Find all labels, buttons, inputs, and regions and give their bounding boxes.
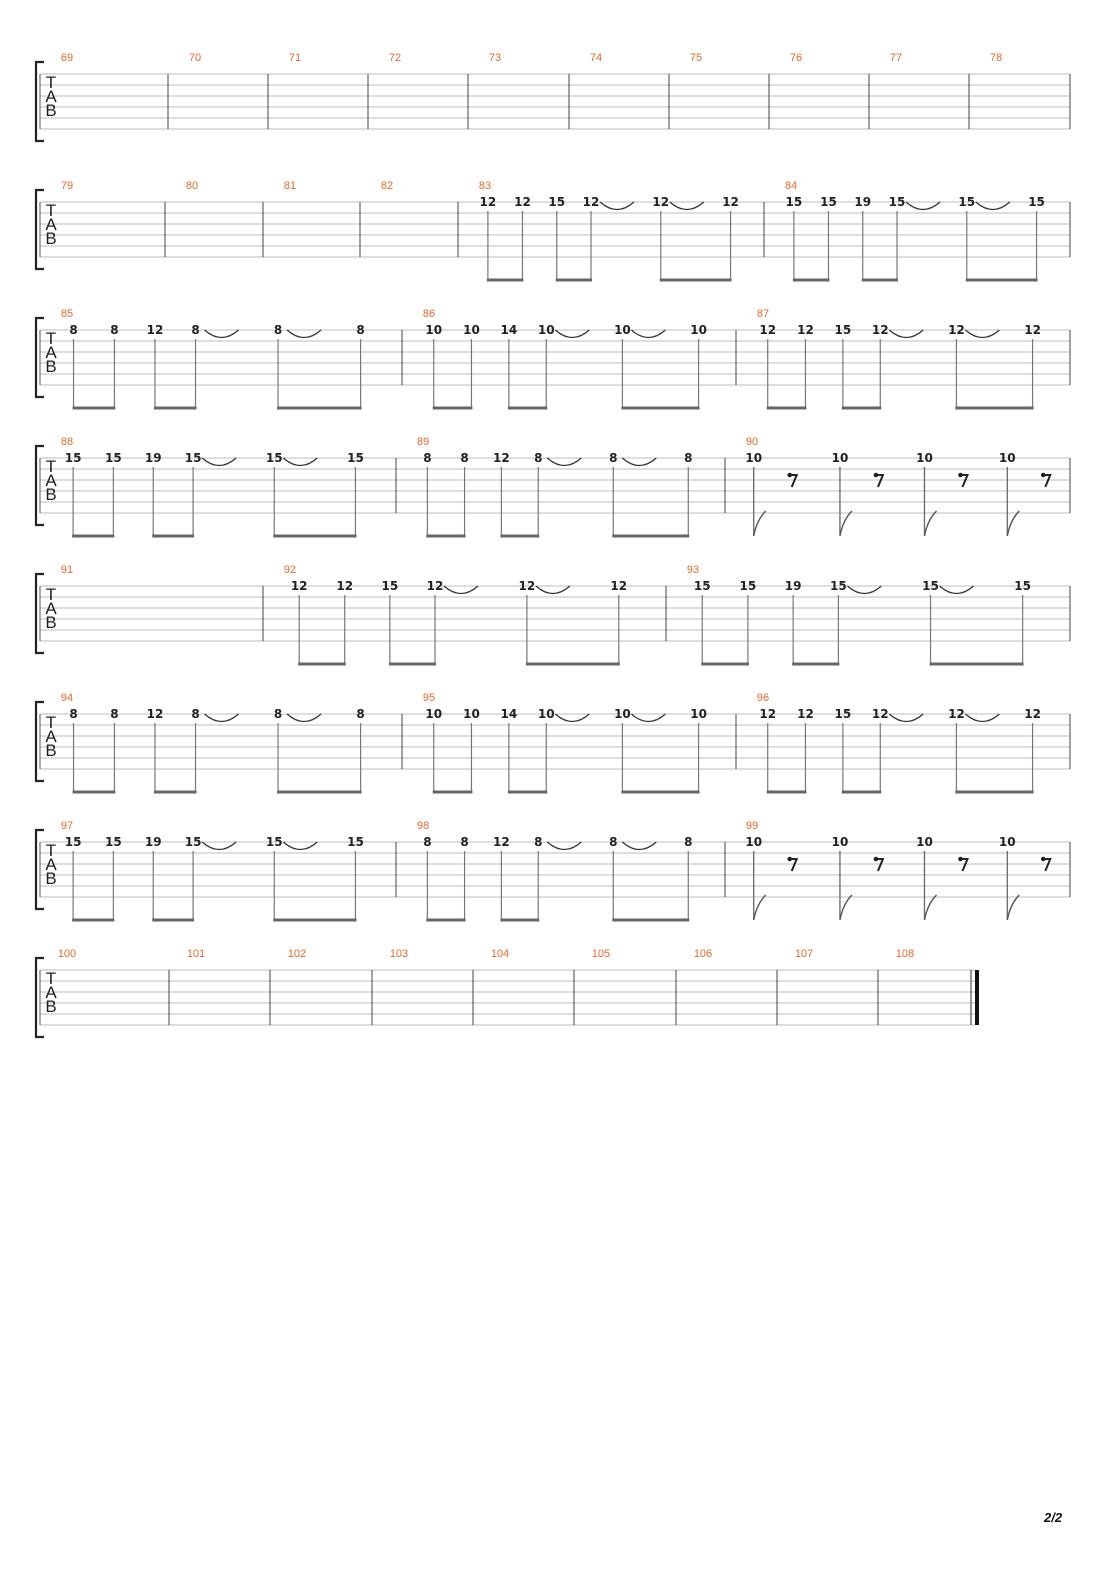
- tie-arc: [906, 202, 940, 210]
- fret-number: 15: [739, 579, 757, 593]
- measure-number: 79: [60, 180, 74, 192]
- fret-number: 12: [797, 707, 814, 721]
- fret-number: 10: [998, 451, 1016, 465]
- tie-arc: [287, 330, 321, 338]
- measure-number: 72: [388, 52, 402, 64]
- fret-number: 8: [684, 451, 693, 465]
- tab-clef-letter: B: [45, 357, 57, 376]
- tie-arc: [847, 586, 881, 594]
- measure-number: 84: [784, 180, 798, 192]
- measure-number: 85: [60, 308, 74, 320]
- fret-number: 12: [514, 195, 531, 209]
- tie-arc: [965, 330, 999, 338]
- fret-number: 19: [144, 835, 162, 849]
- fret-number: 15: [958, 195, 976, 209]
- fret-number: 12: [146, 707, 164, 721]
- tab-clef-letter: T: [45, 457, 57, 476]
- fret-number: 15: [693, 579, 711, 593]
- fret-number: 8: [534, 835, 543, 849]
- fret-number: 8: [534, 451, 543, 465]
- tie-arc: [976, 202, 1010, 210]
- measure-number: 83: [478, 180, 492, 192]
- fret-number: 15: [785, 195, 803, 209]
- measure-number: 89: [416, 436, 430, 448]
- fret-number: 15: [1014, 579, 1031, 593]
- tie-arc: [444, 586, 478, 594]
- tie-arc: [631, 330, 665, 338]
- fret-number: 8: [356, 323, 365, 337]
- tie-arc: [555, 714, 589, 722]
- measure-number: 98: [416, 820, 430, 832]
- fret-number: 15: [184, 451, 202, 465]
- tie-arc: [536, 586, 570, 594]
- fret-number: 15: [347, 451, 364, 465]
- measure-number: 70: [188, 52, 202, 64]
- fret-number: 12: [759, 707, 777, 721]
- measure-number: 78: [989, 52, 1003, 64]
- fret-number: 12: [652, 195, 670, 209]
- measure-number: 73: [488, 52, 502, 64]
- fret-number: 8: [69, 323, 78, 337]
- fret-number: 19: [854, 195, 872, 209]
- tab-clef-letter: T: [45, 841, 57, 860]
- tie-arc: [622, 842, 656, 850]
- fret-number: 12: [493, 451, 510, 465]
- tie-arc: [283, 842, 317, 850]
- tab-clef-letter: A: [45, 343, 57, 362]
- tie-arc: [965, 714, 999, 722]
- fret-number: 8: [273, 707, 283, 721]
- tab-clef-letter: B: [45, 485, 57, 504]
- fret-number: 12: [336, 579, 354, 593]
- fret-number: 10: [537, 707, 555, 721]
- tie-arc: [555, 330, 589, 338]
- measure-number: 71: [288, 52, 302, 64]
- eighth-rest-dot: [958, 857, 963, 862]
- fret-number: 15: [265, 835, 283, 849]
- fret-number: 12: [493, 835, 510, 849]
- measure-number: 101: [186, 948, 206, 960]
- tie-arc: [287, 714, 321, 722]
- eighth-rest-dot: [874, 857, 879, 862]
- tie-arc: [889, 714, 923, 722]
- fret-number: 8: [356, 707, 365, 721]
- fret-number: 8: [609, 835, 618, 849]
- fret-number: 12: [1024, 323, 1041, 337]
- fret-number: 14: [500, 707, 518, 721]
- fret-number: 12: [759, 323, 777, 337]
- eighth-rest-dot: [1041, 857, 1046, 862]
- tie-arc: [622, 458, 656, 466]
- measure-number: 76: [789, 52, 803, 64]
- fret-number: 10: [690, 707, 707, 721]
- measure-number: 74: [589, 52, 603, 64]
- fret-number: 15: [64, 451, 82, 465]
- measure-number: 75: [689, 52, 703, 64]
- measure-number: 91: [60, 564, 74, 576]
- fret-number: 10: [463, 707, 480, 721]
- fret-number: 12: [290, 579, 308, 593]
- fret-number: 10: [425, 707, 443, 721]
- fret-number: 10: [745, 835, 763, 849]
- tie-arc: [889, 330, 923, 338]
- fret-number: 12: [1024, 707, 1041, 721]
- fret-number: 15: [922, 579, 939, 593]
- fret-number: 12: [146, 323, 164, 337]
- measure-number: 104: [490, 948, 510, 960]
- fret-number: 10: [998, 835, 1016, 849]
- tie-arc: [205, 714, 239, 722]
- fret-number: 8: [423, 451, 432, 465]
- eighth-rest-dot: [1041, 473, 1046, 478]
- fret-number: 12: [582, 195, 600, 209]
- fret-number: 15: [830, 579, 847, 593]
- fret-number: 15: [834, 323, 852, 337]
- note-flag: [924, 895, 936, 920]
- fret-number: 8: [110, 323, 119, 337]
- tab-clef-letter: A: [45, 727, 57, 746]
- fret-number: 10: [831, 451, 849, 465]
- fret-number: 8: [684, 835, 693, 849]
- tab-clef-letter: A: [45, 855, 57, 874]
- fret-number: 12: [871, 707, 889, 721]
- final-barline: [975, 970, 979, 1025]
- fret-number: 10: [463, 323, 480, 337]
- tab-clef-letter: B: [45, 101, 57, 120]
- fret-number: 15: [381, 579, 399, 593]
- fret-number: 15: [888, 195, 906, 209]
- measure-number: 69: [60, 52, 74, 64]
- tie-arc: [202, 842, 236, 850]
- fret-number: 8: [110, 707, 119, 721]
- fret-number: 12: [479, 195, 497, 209]
- fret-number: 19: [784, 579, 802, 593]
- fret-number: 15: [820, 195, 837, 209]
- fret-number: 19: [144, 451, 162, 465]
- fret-number: 15: [347, 835, 364, 849]
- measure-number: 103: [389, 948, 409, 960]
- tab-clef-letter: B: [45, 613, 57, 632]
- measure-number: 99: [745, 820, 759, 832]
- measure-number: 90: [745, 436, 759, 448]
- measure-number: 86: [422, 308, 436, 320]
- fret-number: 10: [425, 323, 443, 337]
- measure-number: 77: [889, 52, 903, 64]
- tie-arc: [631, 714, 665, 722]
- measure-number: 102: [287, 948, 307, 960]
- note-flag: [1007, 895, 1019, 920]
- fret-number: 14: [500, 323, 518, 337]
- fret-number: 8: [460, 451, 469, 465]
- note-flag: [840, 511, 852, 536]
- fret-number: 12: [948, 323, 965, 337]
- eighth-rest-dot: [787, 857, 792, 862]
- fret-number: 15: [1028, 195, 1045, 209]
- fret-number: 15: [105, 835, 122, 849]
- measure-number: 88: [60, 436, 74, 448]
- fret-number: 10: [614, 707, 631, 721]
- tab-clef-letter: T: [45, 201, 57, 220]
- measure-number: 95: [422, 692, 436, 704]
- tab-clef-letter: A: [45, 87, 57, 106]
- tab-clef-letter: T: [45, 73, 57, 92]
- tab-clef-letter: T: [45, 713, 57, 732]
- measure-number: 80: [185, 180, 199, 192]
- tab-clef-letter: A: [45, 983, 57, 1002]
- measure-number: 100: [57, 948, 77, 960]
- fret-number: 12: [518, 579, 536, 593]
- tie-arc: [283, 458, 317, 466]
- note-flag: [924, 511, 936, 536]
- fret-number: 15: [105, 451, 122, 465]
- measure-number: 93: [686, 564, 700, 576]
- tie-arc: [205, 330, 239, 338]
- fret-number: 12: [948, 707, 965, 721]
- fret-number: 10: [831, 835, 849, 849]
- measure-number: 87: [756, 308, 770, 320]
- tie-arc: [600, 202, 634, 210]
- measure-number: 105: [591, 948, 611, 960]
- measure-number: 96: [756, 692, 770, 704]
- tab-clef-letter: B: [45, 229, 57, 248]
- measure-number: 108: [895, 948, 915, 960]
- measure-number: 82: [380, 180, 394, 192]
- tie-arc: [202, 458, 236, 466]
- measure-number: 107: [794, 948, 814, 960]
- fret-number: 8: [273, 323, 283, 337]
- fret-number: 12: [426, 579, 444, 593]
- fret-number: 12: [610, 579, 628, 593]
- tab-clef-letter: T: [45, 585, 57, 604]
- tie-arc: [670, 202, 704, 210]
- fret-number: 8: [423, 835, 432, 849]
- fret-number: 8: [460, 835, 469, 849]
- fret-number: 15: [64, 835, 82, 849]
- fret-number: 15: [265, 451, 283, 465]
- tie-arc: [940, 586, 974, 594]
- fret-number: 12: [797, 323, 814, 337]
- tab-clef-letter: B: [45, 869, 57, 888]
- note-flag: [754, 895, 766, 920]
- fret-number: 12: [871, 323, 889, 337]
- page-number: 2/2: [1044, 1510, 1063, 1525]
- fret-number: 15: [184, 835, 202, 849]
- tab-clef-letter: B: [45, 741, 57, 760]
- tab-clef-letter: T: [45, 969, 57, 988]
- note-flag: [840, 895, 852, 920]
- fret-number: 10: [916, 451, 933, 465]
- tab-clef-letter: A: [45, 599, 57, 618]
- tie-arc: [547, 842, 581, 850]
- fret-number: 10: [916, 835, 933, 849]
- measure-number: 81: [283, 180, 297, 192]
- tab-clef-letter: T: [45, 329, 57, 348]
- fret-number: 10: [537, 323, 555, 337]
- tab-clef-letter: B: [45, 997, 57, 1016]
- measure-number: 97: [60, 820, 74, 832]
- eighth-rest-dot: [787, 473, 792, 478]
- note-flag: [754, 511, 766, 536]
- measure-number: 94: [60, 692, 74, 704]
- tab-clef-letter: A: [45, 215, 57, 234]
- fret-number: 8: [191, 323, 200, 337]
- measure-number: 92: [283, 564, 297, 576]
- measure-number: 106: [693, 948, 713, 960]
- fret-number: 10: [614, 323, 631, 337]
- fret-number: 8: [191, 707, 200, 721]
- fret-number: 8: [609, 451, 618, 465]
- fret-number: 10: [690, 323, 707, 337]
- fret-number: 10: [745, 451, 763, 465]
- tab-clef-letter: A: [45, 471, 57, 490]
- fret-number: 15: [834, 707, 852, 721]
- tie-arc: [547, 458, 581, 466]
- eighth-rest-dot: [958, 473, 963, 478]
- fret-number: 15: [548, 195, 566, 209]
- note-flag: [1007, 511, 1019, 536]
- fret-number: 8: [69, 707, 78, 721]
- fret-number: 12: [722, 195, 739, 209]
- eighth-rest-dot: [874, 473, 879, 478]
